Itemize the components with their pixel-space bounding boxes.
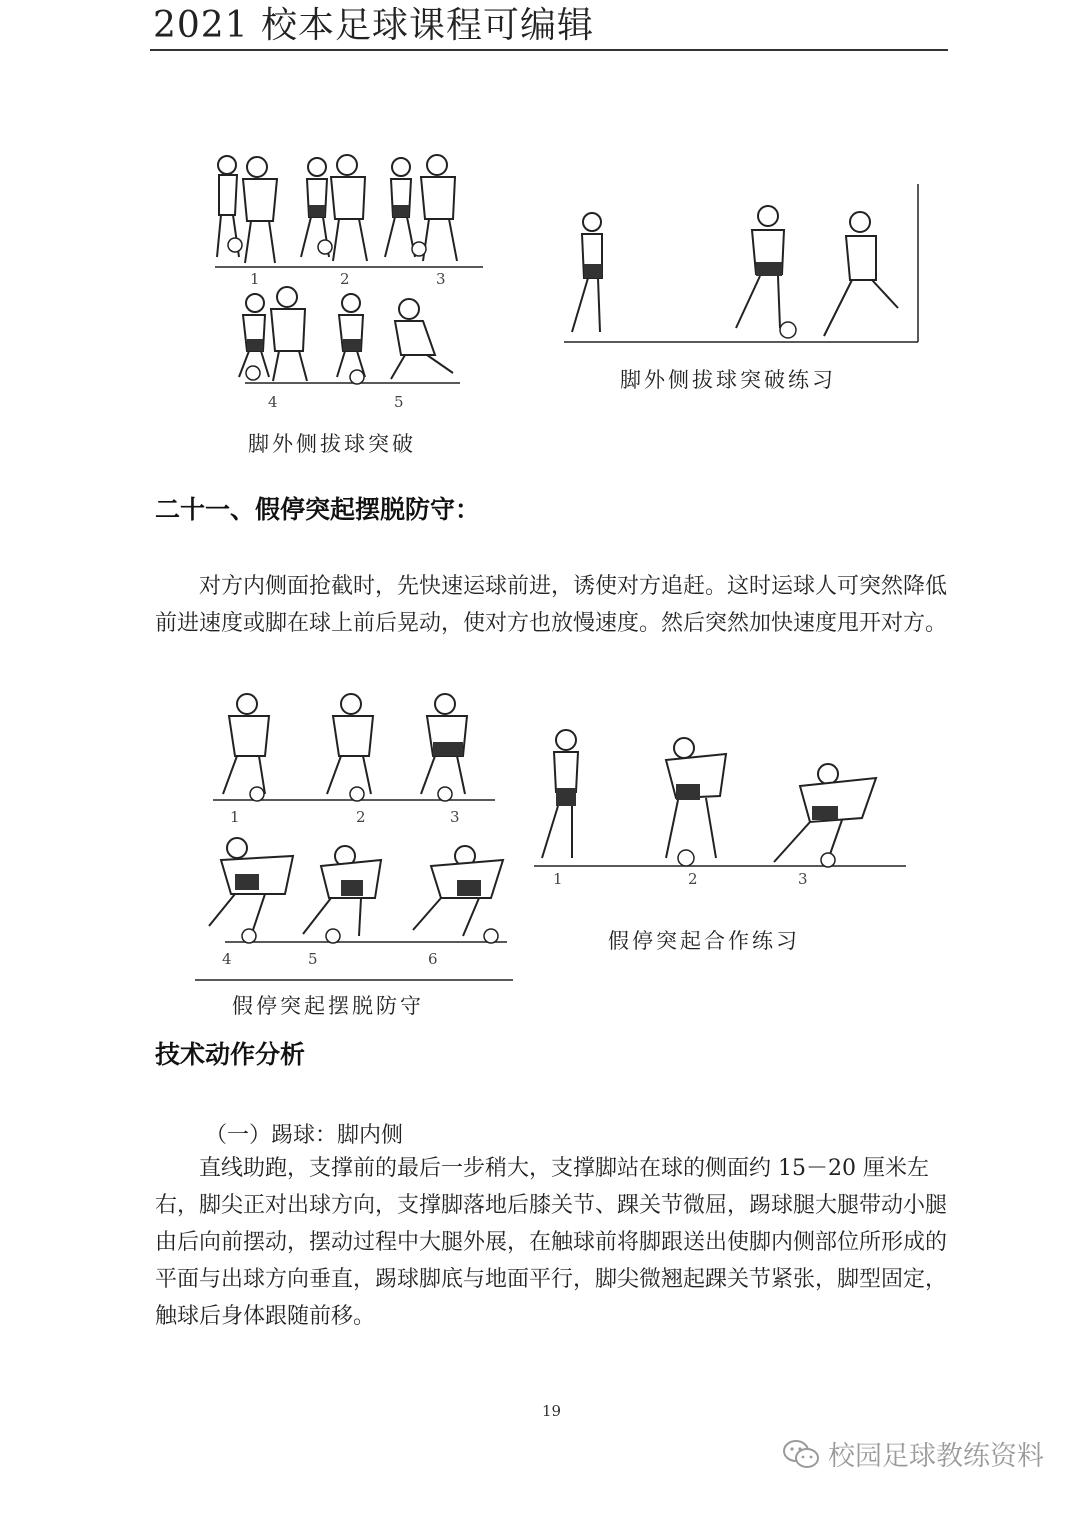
figure-step-number: 1: [250, 270, 260, 288]
player-pair-3: [421, 694, 467, 801]
player-pair-1: [217, 156, 277, 263]
header-rule: [150, 49, 948, 51]
player-dribbling: [736, 206, 796, 338]
figure-step-number: 2: [688, 870, 698, 888]
document-header-title: 2021 校本足球课程可编辑: [153, 5, 595, 46]
figure-step-number: 4: [268, 393, 278, 411]
figure-step-number: 2: [356, 808, 366, 826]
section-paragraph: 对方内侧面抢截时，先快速运球前进，诱使对方追赶。这时运球人可突然降低前进速度或脚在球上前后晃动，使对方也放慢速度。然后突然加快速度甩开对方。: [155, 574, 948, 636]
figure-caption: 脚外侧拔球突破练习: [620, 368, 836, 392]
figure-illustration: [530, 726, 910, 872]
analysis-paragraph: 直线助跑，支撑前的最后一步稍大，支撑脚站在球的侧面约 15－20 厘米左右，脚尖正对出球方向，支撑脚落地后膝关节、踝关节微屈，踢球腿大腿带动小腿由后向前摆动，摆动过程中大腿外展，在触球前将脚跟送出使脚内侧部位所形成的平面与出球方向垂直，踢球脚底与地面平行，脚尖微翘起踝关节紧张，脚型固定，触球后身体跟随前移。: [155, 1156, 948, 1329]
figure-step-number: 1: [230, 808, 240, 826]
watermark: [782, 1434, 1044, 1473]
watermark-text: 校园足球教练资料: [828, 1441, 1044, 1472]
player-standing: [572, 213, 602, 332]
player-defender: [824, 212, 898, 336]
figure-illustration: [195, 690, 515, 982]
figure-step-number: 1: [553, 870, 563, 888]
player-pair-3: [774, 764, 876, 867]
player-pair-6: [413, 846, 503, 943]
section-title: 技术动作分析: [155, 1040, 306, 1069]
section-title: 二十一、假停突起摆脱防守：: [155, 495, 481, 524]
figure-step-number: 3: [450, 808, 460, 826]
figure-step-number: 5: [394, 393, 404, 411]
figure-step-number: 2: [340, 270, 350, 288]
figure-caption: 假停突起合作练习: [608, 929, 800, 953]
figure-fake-stop-breakaway: [195, 690, 515, 982]
subsection-title: （一）踢球：脚内侧: [205, 1123, 404, 1148]
player-pair-2: [327, 694, 373, 801]
player-pair-4: [239, 287, 307, 381]
figure-step-number: 4: [222, 950, 232, 968]
figure-outside-foot-drag-practice: [560, 182, 925, 347]
player-pair-2: [666, 738, 726, 866]
figure-fake-stop-cooperation-practice: [530, 726, 910, 872]
player-pair-5: [337, 294, 453, 384]
figure-step-number: 6: [428, 950, 438, 968]
player-pair-5: [303, 846, 381, 943]
page-number: 19: [542, 1402, 562, 1420]
player-pair-2: [301, 155, 367, 261]
wechat-icon: [782, 1438, 820, 1470]
figure-illustration: [205, 145, 495, 395]
figure-step-number: 3: [798, 870, 808, 888]
player-pair-4: [209, 838, 293, 943]
figure-caption: 假停突起摆脱防守: [232, 994, 424, 1018]
figure-illustration: [560, 182, 925, 347]
player-standing: [542, 730, 578, 858]
player-pair-3: [385, 155, 457, 261]
player-pair-1: [223, 694, 269, 801]
figure-step-number: 3: [436, 270, 446, 288]
figure-caption: 脚外侧拔球突破: [248, 432, 416, 456]
figure-outside-foot-drag-breakthrough: [205, 145, 495, 395]
figure-step-number: 5: [308, 950, 318, 968]
